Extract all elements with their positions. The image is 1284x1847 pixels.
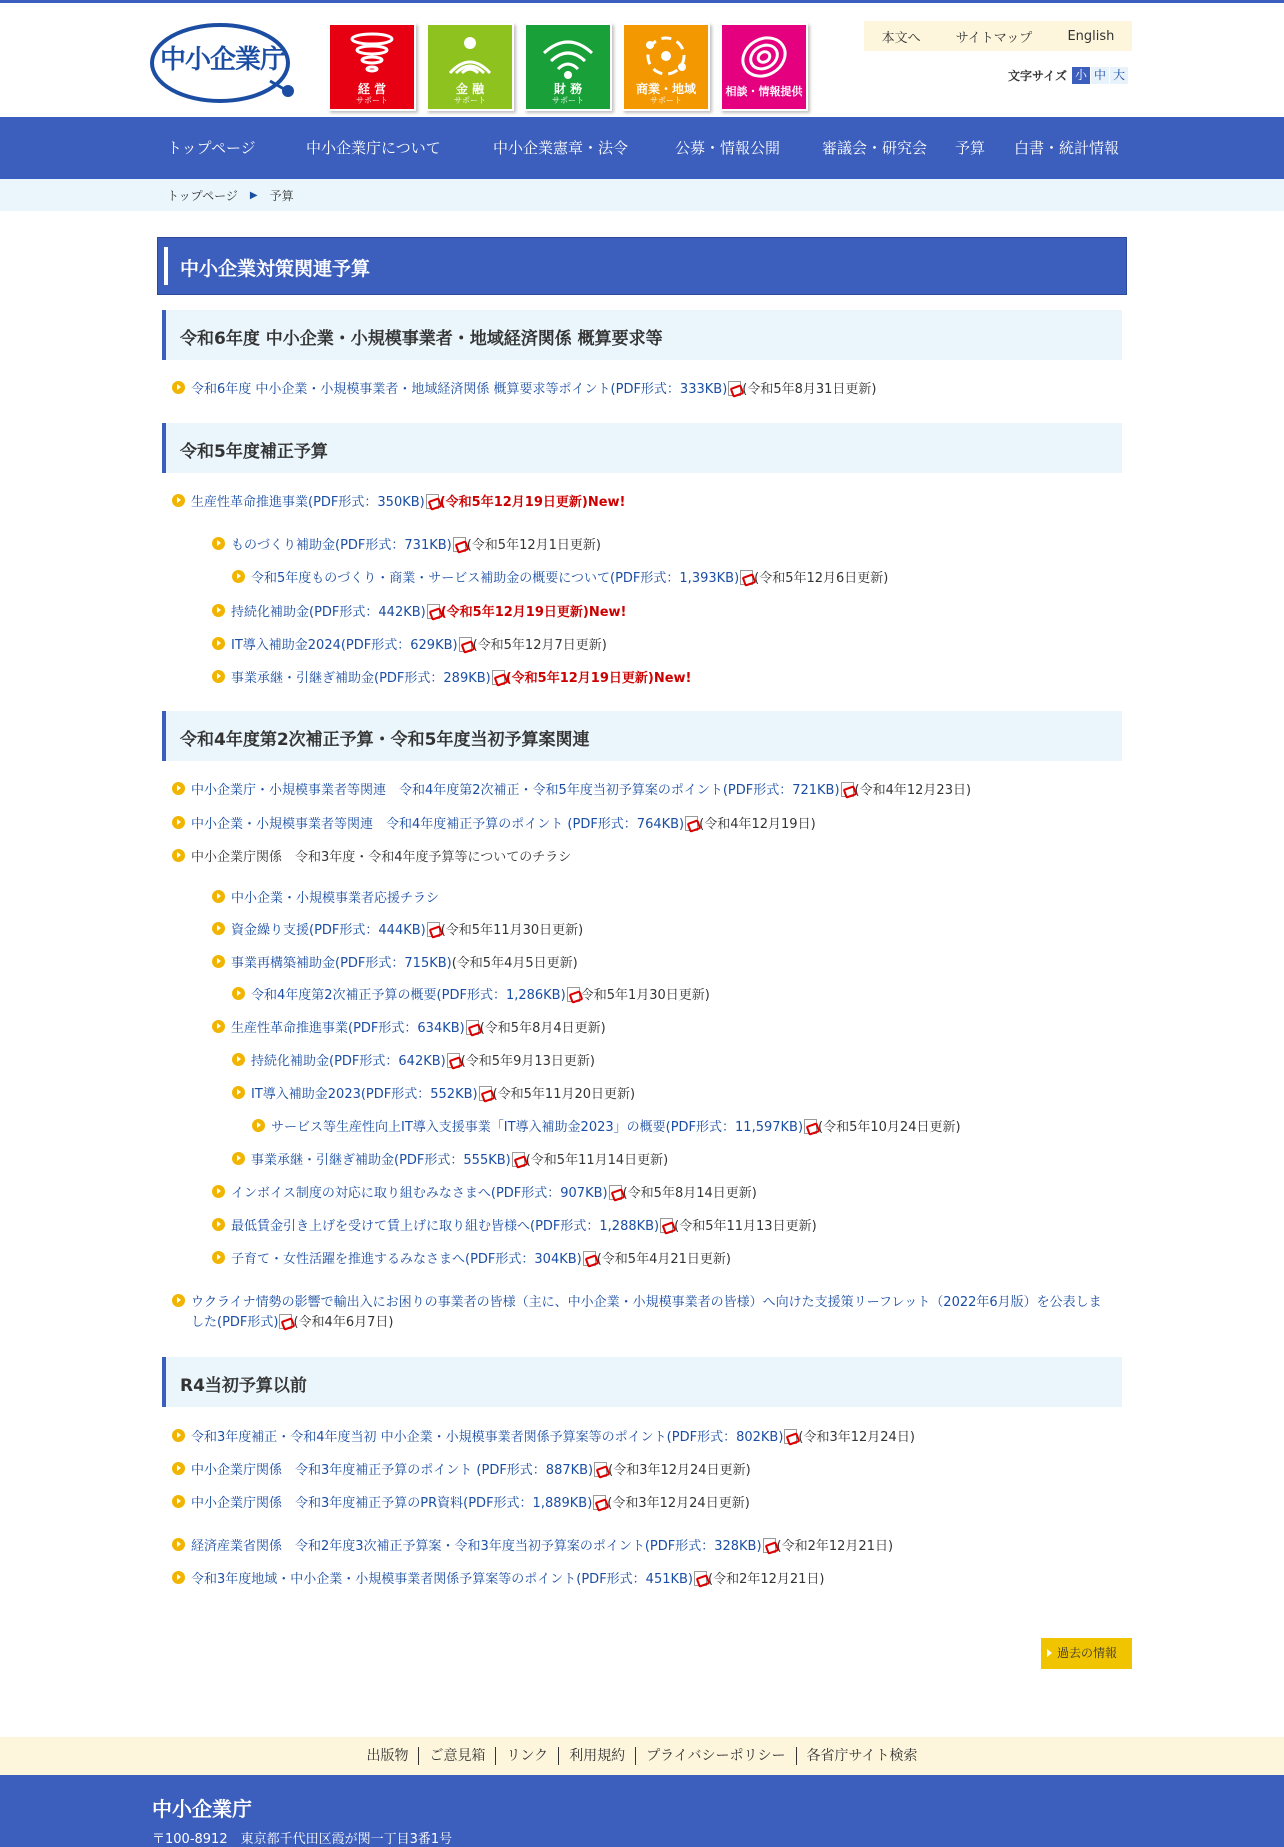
list-item: [212, 921, 583, 941]
section-heading: [162, 711, 1122, 761]
site-footer: [0, 1775, 1284, 1847]
bullet-arrow-icon: [212, 1185, 225, 1198]
list-item: [232, 986, 710, 1006]
signal-waves-icon: [526, 31, 610, 81]
logo-text: 中小企業庁: [159, 45, 285, 75]
nav-charter-laws[interactable]: 中小企業憲章・法令: [493, 139, 629, 157]
item-text: 中小企業庁関係 令和3年度・令和4年度予算等についてのチラシ: [191, 850, 572, 865]
item-link[interactable]: 令和5年度ものづくり・商業・サービス補助金の概要について(PDF形式：1,393KB): [251, 571, 740, 586]
item-date: (令和5年11月20日更新): [492, 1087, 636, 1102]
item-link[interactable]: 令和4年度第2次補正予算の概要(PDF形式：1,286KB): [251, 988, 566, 1003]
item-link[interactable]: 中小企業庁関係 令和3年度補正予算のポイント (PDF形式：887KB): [191, 1463, 594, 1478]
bullet-arrow-icon: [172, 849, 185, 862]
bullet-arrow-icon: [172, 494, 185, 507]
english-link[interactable]: English: [1067, 28, 1115, 44]
item-link[interactable]: 中小企業庁関係 令和3年度補正予算のPR資料(PDF形式：1,889KB): [191, 1496, 593, 1511]
sitemap-link[interactable]: サイトマップ: [955, 30, 1033, 46]
bullet-arrow-icon: [212, 1020, 225, 1033]
list-item: [232, 1085, 635, 1105]
pdf-icon: [447, 1053, 460, 1068]
list-item: [172, 1537, 893, 1557]
page-title: [157, 237, 1127, 295]
item-date: (令和5年11月14日更新): [525, 1153, 669, 1168]
item-date: (令和3年12月24日更新): [607, 1496, 750, 1511]
list-item: [212, 536, 601, 556]
pdf-icon: [427, 604, 440, 619]
font-size-switcher: [1008, 67, 1128, 84]
item-link[interactable]: 中小企業・小規模事業者応援チラシ: [231, 891, 440, 906]
item-date-new: (令和5年12月19日更新)New!: [439, 495, 626, 510]
global-nav: [0, 117, 1284, 179]
list-item: [212, 1019, 606, 1039]
list-item: [172, 1494, 750, 1514]
section-heading-text: 令和4年度第2次補正予算・令和5年度当初予算案関連: [180, 730, 590, 750]
item-date: (令和3年12月24日更新): [608, 1463, 751, 1478]
site-logo[interactable]: [150, 23, 300, 111]
list-item: [232, 1052, 595, 1072]
spiral-icon: [722, 31, 806, 81]
site-header: [0, 3, 1284, 117]
section-heading: [162, 423, 1122, 473]
item-link[interactable]: IT導入補助金2024(PDF形式：629KB): [231, 638, 458, 653]
footer-address: 〒100-8912 東京都千代田区霞が関一丁目3番1号: [152, 1832, 453, 1847]
bullet-arrow-icon: [172, 1429, 185, 1442]
bullet-arrow-icon: [172, 1294, 185, 1307]
list-item: [172, 380, 877, 400]
bullet-arrow-icon: [172, 1571, 185, 1584]
item-link[interactable]: ものづくり補助金(PDF形式：731KB): [231, 538, 452, 553]
item-link[interactable]: 持続化補助金(PDF形式：442KB): [231, 605, 426, 620]
footer-link-ministry-search[interactable]: 各省庁サイト検索: [806, 1748, 918, 1764]
bullet-arrow-icon: [232, 570, 245, 583]
category-label: 財 務: [553, 82, 583, 96]
list-item: [172, 1570, 825, 1590]
font-size-large-button[interactable]: 大: [1110, 67, 1128, 84]
tornado-icon: [330, 31, 414, 81]
footer-link-privacy[interactable]: プライバシーポリシー: [636, 1747, 796, 1765]
pdf-icon: [492, 670, 505, 685]
bullet-arrow-icon: [212, 922, 225, 935]
pdf-icon: [466, 1020, 479, 1035]
list-item: [172, 1293, 1107, 1333]
item-date: (令和5年8月31日更新): [742, 382, 877, 397]
bullet-arrow-icon: [172, 1538, 185, 1551]
list-item: [172, 1428, 915, 1448]
category-finance-support[interactable]: [426, 23, 514, 111]
pdf-icon: [728, 381, 741, 396]
nav-about[interactable]: 中小企業庁について: [306, 139, 441, 157]
list-item: [212, 1217, 817, 1237]
pdf-icon: [279, 1314, 292, 1329]
item-date: (令和5年11月30日更新): [440, 923, 584, 938]
section-heading: [162, 1357, 1122, 1407]
list-item: [172, 1461, 751, 1481]
past-info-button[interactable]: 過去の情報: [1041, 1638, 1132, 1669]
item-date: (令和5年11月13日更新): [674, 1219, 817, 1234]
bullet-arrow-icon: [212, 1251, 225, 1264]
footer-link-links[interactable]: リンク: [496, 1747, 559, 1765]
category-consultation-info[interactable]: [720, 23, 808, 111]
category-label: 経 営: [357, 82, 387, 96]
item-link[interactable]: 中小企業庁・小規模事業者等関連 令和4年度第2次補正・令和5年度当初予算案のポイント(PDF形式：721KB): [191, 783, 840, 798]
font-size-medium-button[interactable]: 中: [1091, 67, 1109, 84]
category-sub: サポート: [650, 96, 682, 105]
item-link[interactable]: 経済産業省関係 令和2年度3次補正予算案・令和3年度当初予算案のポイント(PDF形式：328KB): [191, 1539, 762, 1554]
bullet-arrow-icon: [172, 1495, 185, 1508]
nav-top-page[interactable]: トップページ: [167, 139, 256, 157]
footer-link-publications[interactable]: 出版物: [356, 1747, 419, 1765]
pdf-icon: [567, 987, 580, 1002]
item-date: (令和4年12月19日): [699, 817, 816, 832]
item-link[interactable]: 最低賃金引き上げを受けて賃上げに取り組む皆様へ(PDF形式：1,288KB): [231, 1219, 660, 1234]
pdf-icon: [609, 1185, 622, 1200]
category-label: 相談・情報提供: [725, 85, 803, 98]
bullet-arrow-icon: [212, 537, 225, 550]
list-item: [172, 493, 625, 513]
section-heading: [162, 310, 1122, 360]
list-item: [212, 1184, 757, 1204]
item-date-new: (令和5年12月19日更新)New!: [440, 605, 627, 620]
list-item: [252, 1118, 961, 1138]
list-item: [212, 889, 439, 909]
pdf-icon: [694, 1571, 707, 1586]
bullet-arrow-icon: [232, 1086, 245, 1099]
breadcrumb-separator-icon: ▶: [249, 190, 258, 201]
item-link[interactable]: ウクライナ情勢の影響で輸出入にお困りの事業者の皆様（主に、中小企業・小規模事業者の皆様）へ向けた支援策リーフレット（2022年6月版）を公表しました(PDF形式): [191, 1295, 1102, 1330]
pdf-icon: [453, 537, 466, 552]
list-item: [232, 1151, 668, 1171]
pdf-icon: [479, 1086, 492, 1101]
item-link[interactable]: 事業再構築補助金(PDF形式：715KB): [231, 956, 452, 971]
item-date: (令和5年9月13日更新): [460, 1054, 595, 1069]
bullet-arrow-icon: [212, 890, 225, 903]
bullet-arrow-icon: [232, 1152, 245, 1165]
nav-councils[interactable]: 審議会・研究会: [822, 139, 928, 157]
pdf-icon: [685, 816, 698, 831]
item-date: (令和3年12月24日): [798, 1430, 915, 1445]
item-date: (令和5年10月24日更新): [818, 1120, 961, 1135]
category-sub: サポート: [356, 96, 388, 105]
item-link[interactable]: サービス等生産性向上IT導入支援事業「IT導入補助金2023」の概要(PDF形式：11,597KB): [271, 1120, 804, 1135]
item-link[interactable]: IT導入補助金2023(PDF形式：552KB): [251, 1087, 478, 1102]
font-size-small-button[interactable]: 小: [1072, 67, 1090, 84]
font-size-label: 文字サイズ: [1008, 69, 1068, 83]
breadcrumb: [167, 187, 294, 204]
item-date: (令和5年8月4日更新): [479, 1021, 606, 1036]
item-link[interactable]: 生産性革命推進事業(PDF形式：634KB): [231, 1021, 465, 1036]
item-link[interactable]: 生産性革命推進事業(PDF形式：350KB): [191, 495, 425, 510]
bullet-arrow-icon: [212, 955, 225, 968]
item-date: (令和5年4月21日更新): [596, 1252, 731, 1267]
list-item: [212, 636, 607, 656]
nav-public-offering[interactable]: 公募・情報公開: [675, 139, 781, 157]
item-date: 令和5年1月30日更新): [580, 988, 710, 1003]
list-item: [212, 954, 578, 974]
breadcrumb-current: 予算: [269, 189, 294, 203]
bullet-arrow-icon: [212, 670, 225, 683]
bullet-arrow-icon: [212, 1218, 225, 1231]
item-date: (令和2年12月21日): [708, 1572, 825, 1587]
list-item: [212, 603, 626, 623]
section-heading-text: R4当初予算以前: [180, 1376, 307, 1396]
item-date: (令和4年6月7日): [293, 1315, 394, 1330]
breadcrumb-home-link[interactable]: トップページ: [167, 189, 238, 203]
item-link[interactable]: 令和3年度地域・中小企業・小規模事業者関係予算案等のポイント(PDF形式：451KB): [191, 1572, 693, 1587]
section-heading-text: 令和5年度補正予算: [180, 442, 328, 462]
item-link[interactable]: 資金繰り支援(PDF形式：444KB): [231, 923, 426, 938]
item-date: (令和5年4月5日更新): [451, 956, 578, 971]
list-item: [232, 569, 888, 589]
footer-links: [0, 1737, 1284, 1775]
item-date: (令和5年12月1日更新): [466, 538, 601, 553]
pdf-icon: [740, 570, 753, 585]
breadcrumb-bar: [0, 179, 1284, 211]
pdf-icon: [804, 1119, 817, 1134]
bullet-arrow-icon: [172, 782, 185, 795]
item-link[interactable]: 事業承継・引継ぎ補助金(PDF形式：289KB): [231, 671, 491, 686]
item-date: (令和5年12月6日更新): [754, 571, 889, 586]
skip-to-content-link[interactable]: 本文へ: [881, 30, 921, 46]
item-date: (令和5年8月14日更新): [622, 1186, 757, 1201]
pdf-icon: [583, 1251, 596, 1266]
item-link[interactable]: 令和3年度補正・令和4年度当初 中小企業・小規模事業者関係予算案等のポイント(PDF形式：802KB): [191, 1430, 784, 1445]
bullet-arrow-icon: [172, 816, 185, 829]
item-date: (令和5年12月7日更新): [472, 638, 607, 653]
item-link[interactable]: 事業承継・引継ぎ補助金(PDF形式：555KB): [251, 1153, 511, 1168]
pdf-icon: [427, 922, 440, 937]
list-item: [212, 669, 691, 689]
pdf-icon: [593, 1495, 606, 1510]
item-date-new: (令和5年12月19日更新)New!: [505, 671, 692, 686]
section-heading-text: 令和6年度 中小企業・小規模事業者・地域経済関係 概算要求等: [180, 329, 663, 349]
category-sub: サポート: [552, 96, 584, 105]
bullet-arrow-icon: [252, 1119, 265, 1132]
bullet-arrow-icon: [172, 381, 185, 394]
footer-link-terms[interactable]: 利用規約: [559, 1747, 636, 1765]
list-item: [172, 848, 571, 868]
pdf-icon: [841, 782, 854, 797]
category-management-support[interactable]: [328, 23, 416, 111]
pdf-icon: [512, 1152, 525, 1167]
list-item: [212, 1250, 731, 1270]
item-link[interactable]: 令和6年度 中小企業・小規模事業者・地域経済関係 概算要求等ポイント(PDF形式：333KB): [191, 382, 728, 397]
bullet-arrow-icon: [232, 987, 245, 1000]
item-link[interactable]: インボイス制度の対応に取り組むみなさまへ(PDF形式：907KB): [231, 1186, 608, 1201]
nav-budget[interactable]: 予算: [955, 139, 986, 157]
item-link[interactable]: 中小企業・小規模事業者等関連 令和4年度補正予算のポイント (PDF形式：764KB): [191, 817, 685, 832]
category-sub: サポート: [454, 96, 486, 105]
category-label: 商業・地域: [635, 82, 696, 96]
footer-link-feedback[interactable]: ご意見箱: [419, 1747, 496, 1765]
page-title-text: 中小企業対策関連予算: [180, 258, 371, 280]
list-item: [172, 781, 971, 801]
bullet-arrow-icon: [172, 1462, 185, 1475]
pdf-icon: [660, 1218, 673, 1233]
item-date: (令和2年12月21日): [776, 1539, 894, 1554]
item-link[interactable]: 子育て・女性活躍を推進するみなさまへ(PDF形式：304KB): [231, 1252, 582, 1267]
footer-org-name: 中小企業庁: [152, 1797, 252, 1821]
category-commerce-region-support[interactable]: [622, 23, 710, 111]
orbit-icon: [624, 31, 708, 81]
pdf-icon: [784, 1429, 797, 1444]
utility-links: [864, 21, 1132, 51]
bullet-arrow-icon: [232, 1053, 245, 1066]
pdf-icon: [426, 494, 439, 509]
coin-waves-icon: [428, 31, 512, 81]
bullet-arrow-icon: [212, 604, 225, 617]
pdf-icon: [459, 637, 472, 652]
item-link[interactable]: 持続化補助金(PDF形式：642KB): [251, 1054, 446, 1069]
list-item: [172, 815, 816, 835]
nav-white-paper[interactable]: 白書・統計情報: [1014, 139, 1120, 157]
pdf-icon: [763, 1538, 776, 1553]
bullet-arrow-icon: [212, 637, 225, 650]
category-accounting-support[interactable]: [524, 23, 612, 111]
item-date: (令和4年12月23日): [854, 783, 972, 798]
category-label: 金 融: [455, 82, 485, 96]
pdf-icon: [594, 1462, 607, 1477]
